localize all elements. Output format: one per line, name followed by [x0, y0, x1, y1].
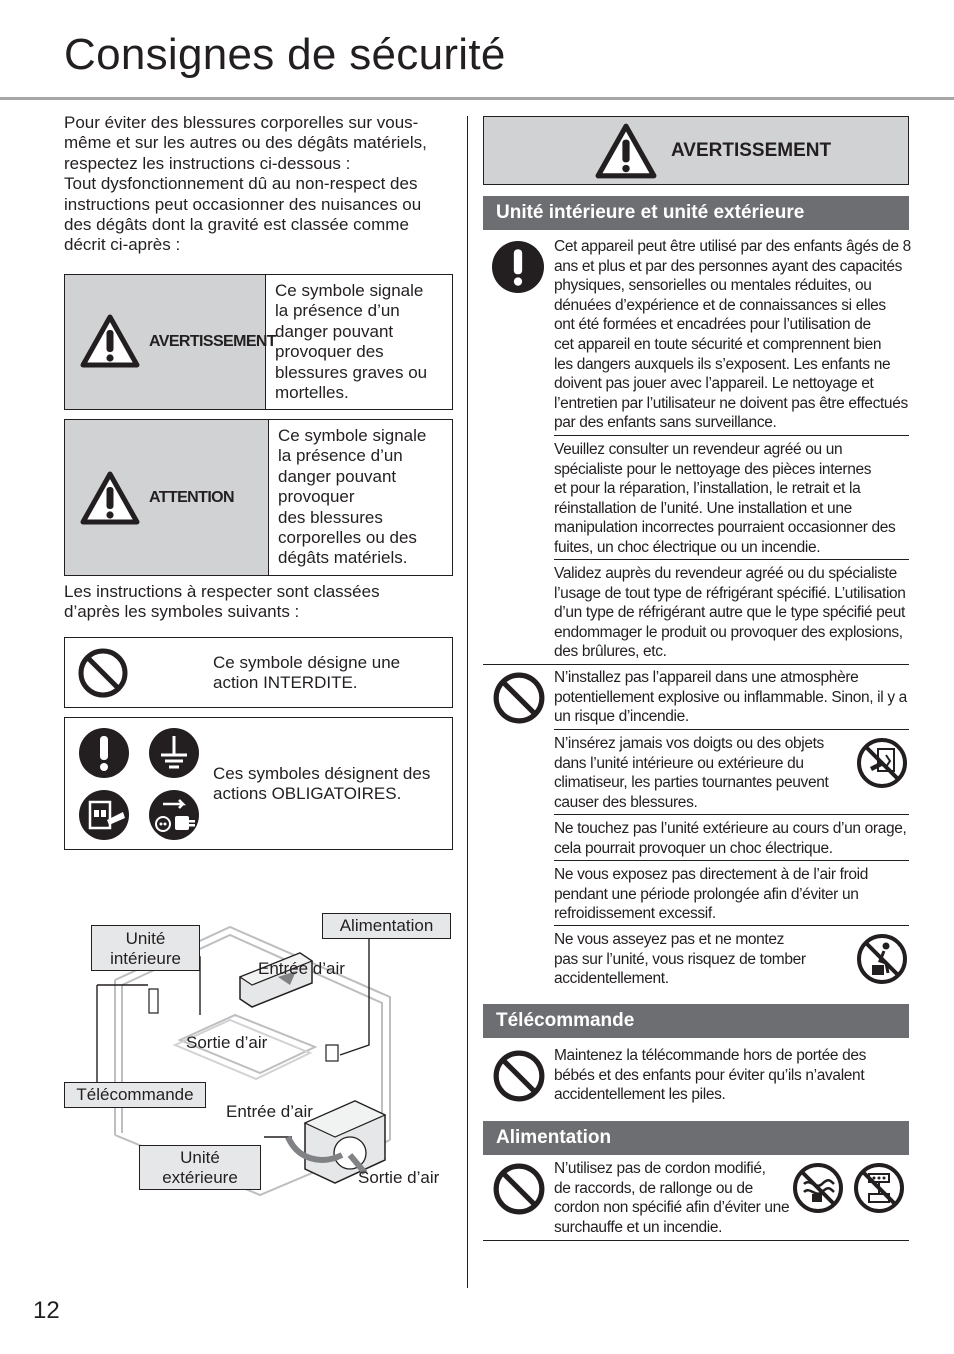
prohibited-icon: [492, 1162, 546, 1216]
text-line: manipulation incorrectes pourraient occasionner des: [554, 519, 896, 537]
intro-line: respectez les instructions ci-dessous :: [64, 153, 351, 173]
section-header-units: Unité intérieure et unité extérieure: [483, 196, 909, 230]
text-line: Unité: [180, 1148, 220, 1167]
text-line: refroidissement excessif.: [554, 905, 716, 923]
no-extension-cord-icon: [853, 1162, 905, 1214]
mandatory-legend-text: [213, 764, 448, 805]
text-line: Ce symbole signale: [275, 281, 424, 300]
column-divider: [467, 116, 468, 1288]
text-line: d’un type de réfrigérant autre que le type spécifié peut: [554, 604, 905, 622]
item-separator: [554, 860, 909, 861]
text-line: climatiseur, les parties tournantes peuvent: [554, 774, 829, 792]
attention-legend-text: [278, 426, 450, 569]
text-line: pendant une période prolongée afin d’éviter un: [554, 885, 859, 903]
page-title: Consignes de sécurité: [64, 30, 506, 79]
warning-triangle-icon: [594, 122, 658, 180]
text-line: danger pouvant: [278, 466, 397, 486]
item-separator: [554, 729, 909, 730]
text-line: l’usage de tout type de réfrigérant spécifié. L’utilisation: [554, 584, 906, 602]
text-line: la présence d’un: [278, 446, 403, 466]
air-inlet-label: Entrée d’air: [258, 959, 345, 978]
text-line: dénuées d’expérience et de connaissances si elles: [554, 296, 886, 314]
text-line: Maintenez la télécommande hors de portée des: [554, 1047, 867, 1064]
text-line: Ne vous asseyez pas et ne montez: [554, 931, 785, 948]
item-separator: [554, 435, 909, 436]
text-line: doivent pas jouer avec l’appareil. Le nettoyage et: [554, 375, 874, 393]
group-separator: [483, 664, 909, 665]
attention-legend-box: [64, 419, 453, 576]
text-line: cordon non spécifié afin d’éviter une: [554, 1199, 790, 1217]
item-separator: [554, 925, 909, 926]
text-line: ans et plus et par des personnes ayant des capacités: [554, 257, 903, 275]
text-line: action INTERDITE.: [213, 673, 358, 693]
units-mandatory-item-3: [554, 564, 912, 662]
text-line: dégâts matériels.: [278, 548, 408, 568]
warning-header-box: [483, 116, 909, 185]
text-line: pas sur l’unité, vous risquez de tomber: [554, 950, 806, 968]
air-outlet-label: Sortie d’air: [358, 1168, 440, 1187]
no-climbing-icon: [856, 933, 908, 985]
text-line: mortelles.: [275, 383, 349, 403]
text-line: Validez auprès du revendeur agréé ou du spécialiste: [554, 565, 897, 582]
text-line: les dangers auxquels ils s’exposent. Les enfants ne: [554, 355, 891, 373]
prohibited-legend-box: [64, 637, 453, 708]
title-divider: [0, 97, 954, 100]
intro-line: Tout dysfonctionnement dû au non-respect des: [64, 174, 418, 194]
remote-label-box: Télécommande: [64, 1082, 206, 1108]
warning-legend-box: [64, 274, 453, 410]
plug-icon: [149, 790, 199, 840]
units-mandatory-item-1: [554, 237, 912, 433]
no-modified-cord-icon: [792, 1162, 844, 1214]
indoor-unit-label-box: [91, 925, 200, 971]
text-line: accidentellement.: [554, 970, 669, 988]
text-line: d’après les symboles suivants :: [64, 602, 300, 622]
text-line: surchauffe et un incendie.: [554, 1218, 723, 1236]
text-line: de raccords, de rallonge ou de: [554, 1179, 753, 1197]
text-line: Veuillez consulter un revendeur agréé ou un: [554, 441, 843, 458]
text-line: Cet appareil peut être utilisé par des enfants âgés de 8: [554, 238, 911, 255]
text-line: dans l’unité intérieure ou extérieure du: [554, 754, 804, 772]
air-outlet-label: Sortie d’air: [186, 1033, 268, 1052]
warning-header-label: AVERTISSEMENT: [671, 140, 832, 161]
power-label-box: Alimentation: [322, 913, 451, 939]
attention-legend-symbol-cell: [65, 420, 269, 575]
units-prohibited-item-3: [554, 819, 912, 858]
warning-legend-label: AVERTISSEMENT: [149, 333, 277, 350]
text-line: des brûlures, etc.: [554, 643, 667, 661]
prohibited-icon: [492, 671, 546, 725]
text-line: causer des blessures.: [554, 793, 698, 811]
intro-line: instructions peut occasionner des nuisances ou: [64, 194, 422, 214]
text-line: bébés et des enfants pour éviter qu’ils n’avalent: [554, 1066, 865, 1084]
text-line: Ne touchez pas l’unité extérieure au cours d’un orage,: [554, 820, 907, 837]
intro-line: Pour éviter des blessures corporelles sur vous-: [64, 113, 419, 132]
units-prohibited-item-2: [554, 734, 844, 812]
classify-paragraph: [64, 582, 456, 623]
text-line: provoquer des: [275, 342, 384, 362]
text-line: Les instructions à respecter sont classées: [64, 582, 380, 601]
warning-legend-text: [275, 281, 450, 403]
mandatory-exclamation-icon: [492, 241, 544, 293]
section-header-power: Alimentation: [483, 1121, 909, 1155]
text-line: cela pourrait provoquer un choc électrique.: [554, 839, 833, 857]
page-number: 12: [33, 1297, 60, 1324]
text-line: endommager le produit ou provoquer des explosions,: [554, 623, 903, 641]
text-line: l’entretien par l’utilisateur ne doivent pas être effectués: [554, 394, 908, 412]
warning-triangle-icon: [79, 470, 141, 526]
units-mandatory-item-2: [554, 440, 912, 558]
item-separator: [554, 559, 909, 560]
text-line: Unité: [125, 929, 166, 948]
text-line: N’installez pas l’appareil dans une atmosphère: [554, 669, 859, 686]
mandatory-exclamation-icon: [79, 728, 129, 778]
text-line: des blessures: [278, 507, 383, 527]
power-prohibited-item: [554, 1159, 794, 1237]
text-line: par des enfants sans surveillance.: [554, 414, 777, 432]
intro-line: des dégâts dont la gravité est classée comme: [64, 215, 409, 235]
mandatory-legend-box: [64, 717, 453, 850]
text-line: Ne vous exposez pas directement à de l’air froid: [554, 866, 869, 883]
text-line: N’utilisez pas de cordon modifié,: [554, 1160, 766, 1177]
intro-line: décrit ci-après :: [64, 235, 181, 255]
intro-paragraph: [64, 113, 456, 256]
outdoor-unit-label-box: [139, 1145, 261, 1190]
air-inlet-label: Entrée d’air: [226, 1102, 313, 1121]
text-line: extérieure: [162, 1168, 238, 1187]
ground-icon: [149, 728, 199, 778]
text-line: actions OBLIGATOIRES.: [213, 784, 402, 804]
text-line: intérieure: [110, 949, 181, 968]
text-line: danger pouvant: [275, 321, 394, 341]
warning-legend-symbol-cell: [65, 275, 277, 409]
text-line: accidentellement les piles.: [554, 1086, 726, 1104]
section-header-remote: Télécommande: [483, 1004, 909, 1038]
text-line: et pour la réparation, l’installation, le retrait et la: [554, 480, 861, 498]
prohibited-legend-text: [213, 653, 448, 694]
text-line: potentiellement explosive ou inflammable. Sinon, il y a: [554, 688, 907, 706]
text-line: Ces symboles désignent des: [213, 764, 431, 783]
item-separator: [554, 814, 909, 815]
text-line: cet appareil en toute sécurité et comprennent bien: [554, 335, 882, 353]
intro-line: même et sur les autres ou des dégâts matériels,: [64, 133, 427, 153]
unplug-icon: [79, 790, 129, 840]
text-line: Ce symbole désigne une: [213, 653, 401, 672]
text-line: spécialiste pour le nettoyage des pièces internes: [554, 460, 872, 478]
installation-diagram: [60, 905, 460, 1205]
text-line: ont été formées et encadrées pour l’utilisation de: [554, 316, 871, 334]
text-line: la présence d’un: [275, 301, 400, 321]
text-line: provoquer: [278, 487, 355, 507]
text-line: N’insérez jamais vos doigts ou des objets: [554, 735, 824, 752]
text-line: réinstallation de l’unité. Une installation et une: [554, 499, 852, 517]
warning-triangle-icon: [79, 313, 141, 369]
prohibited-icon: [77, 647, 129, 699]
units-prohibited-item-1: [554, 668, 912, 727]
no-fingers-icon: [856, 737, 908, 789]
remote-prohibited-item: [554, 1046, 912, 1105]
text-line: physiques, sensorielles ou mentales réduites, ou: [554, 277, 872, 295]
prohibited-icon: [492, 1049, 546, 1103]
units-prohibited-item-5: [554, 930, 844, 989]
text-line: corporelles ou des: [278, 528, 417, 548]
text-line: Ce symbole signale: [278, 426, 427, 445]
bottom-separator: [483, 1240, 909, 1241]
text-line: fuites, un choc électrique ou un incendie.: [554, 538, 821, 556]
attention-legend-label: ATTENTION: [149, 489, 234, 506]
text-line: un risque d’incendie.: [554, 708, 689, 726]
text-line: blessures graves ou: [275, 362, 428, 382]
units-prohibited-item-4: [554, 865, 912, 924]
